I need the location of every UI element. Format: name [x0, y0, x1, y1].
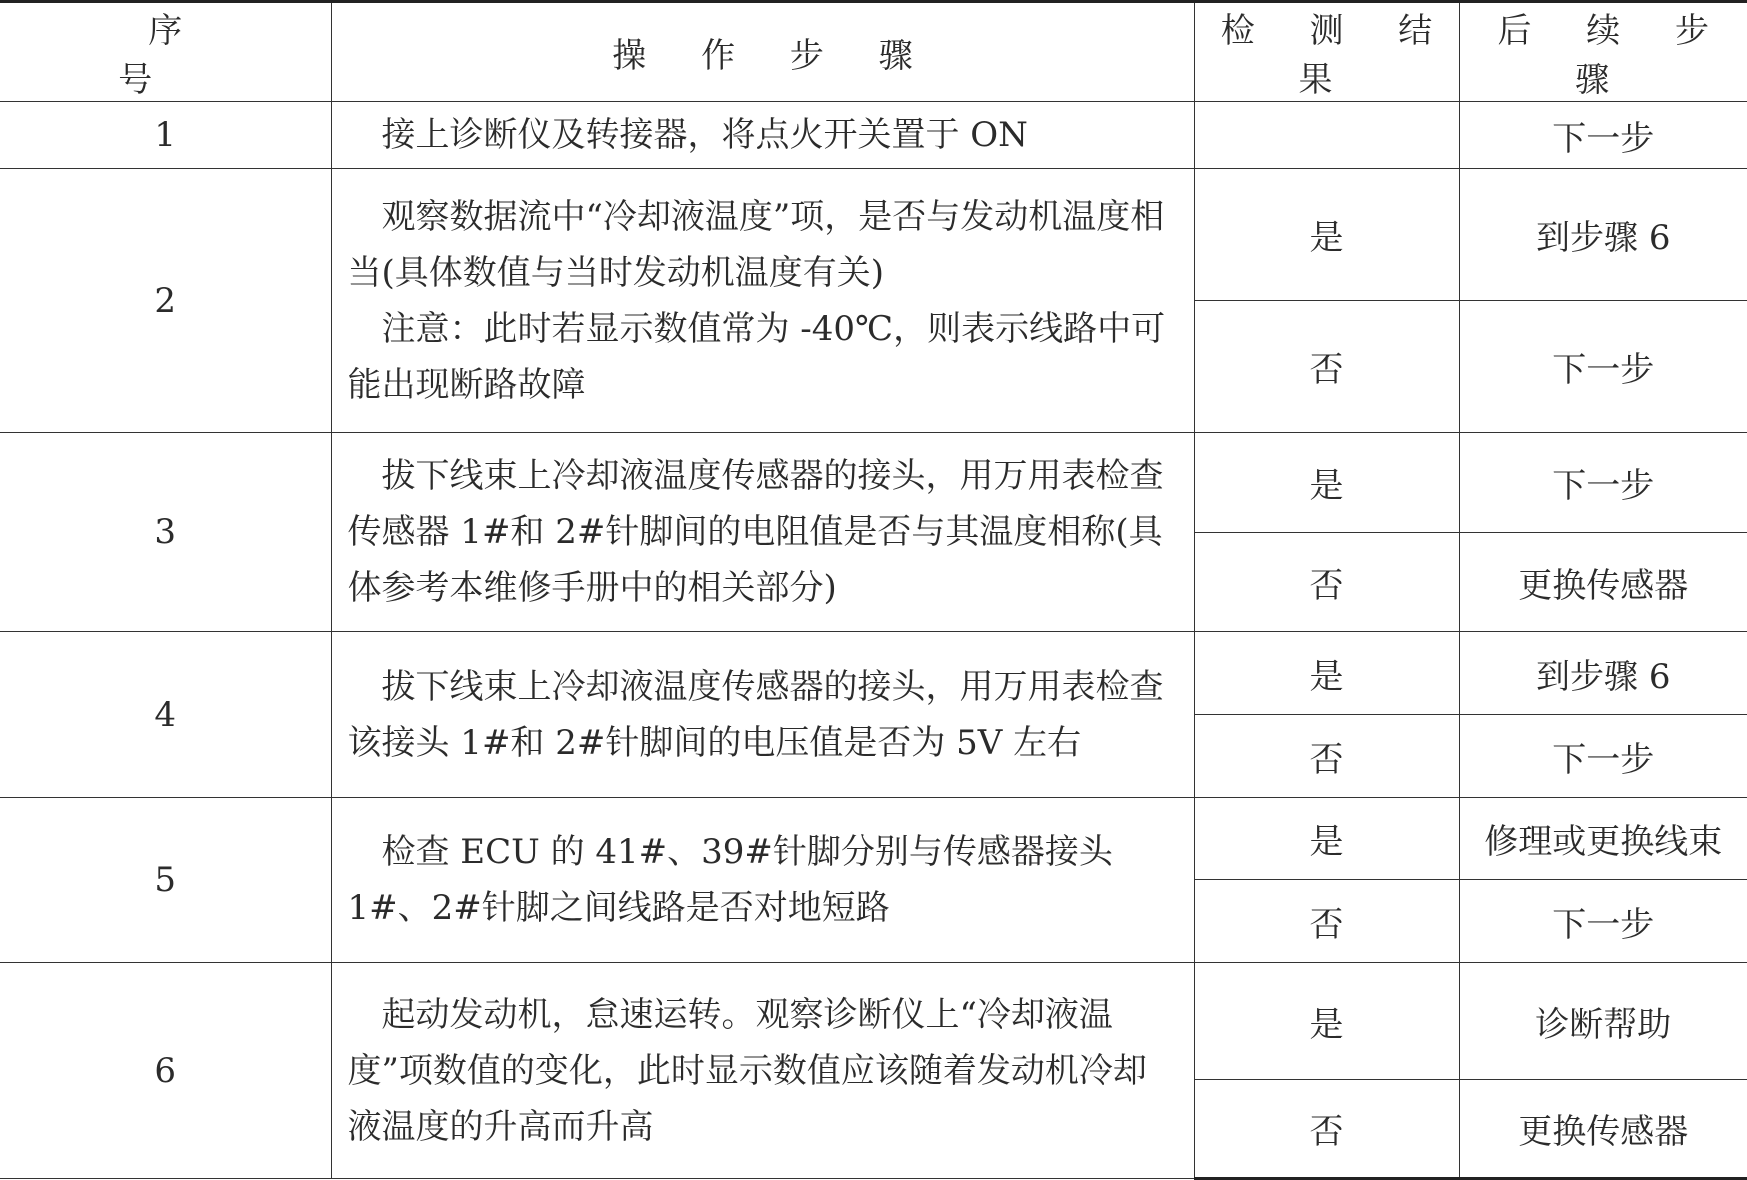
operation-text: 起动发动机，怠速运转。观察诊断仪上“冷却液温度”项数值的变化，此时显示数值应该随着发动机冷却液温度的升高而升高	[347, 994, 1147, 1147]
next-step-cell: 下一步	[1459, 301, 1747, 433]
table-row	[0, 632, 1747, 715]
result-cell: 是	[1194, 632, 1459, 715]
next-step-cell: 到步骤 6	[1459, 632, 1747, 715]
operation-text: 接上诊断仪及转接器，将点火开关置于 ON	[381, 115, 1028, 155]
result-cell: 是	[1194, 798, 1459, 880]
result-cell: 是	[1194, 963, 1459, 1080]
operation-note: 注意：此时若显示数值常为 -40℃，则表示线路中可能出现断路故障	[347, 308, 1166, 405]
header-number: 序 号	[0, 2, 331, 102]
result-cell: 否	[1194, 301, 1459, 433]
next-step-cell: 下一步	[1459, 880, 1747, 963]
operation-cell	[331, 102, 1194, 169]
next-step-cell: 诊断帮助	[1459, 963, 1747, 1080]
operation-cell	[331, 169, 1194, 433]
table-row	[0, 963, 1747, 1080]
step-number: 6	[0, 963, 331, 1179]
operation-cell	[331, 798, 1194, 963]
step-number: 2	[0, 169, 331, 433]
header-result: 检 测 结 果	[1194, 2, 1459, 102]
operation-cell	[331, 632, 1194, 798]
result-cell: 是	[1194, 433, 1459, 533]
operation-cell	[331, 963, 1194, 1179]
result-cell: 否	[1194, 533, 1459, 632]
header-next-step: 后 续 步 骤	[1459, 2, 1747, 102]
header-operation: 操 作 步 骤	[331, 2, 1194, 102]
result-cell: 否	[1194, 1080, 1459, 1179]
operation-text: 拔下线束上冷却液温度传感器的接头，用万用表检查该接头 1#和 2#针脚间的电压值是否为 5V 左右	[347, 666, 1164, 763]
table-row	[0, 798, 1747, 880]
step-number: 1	[0, 102, 331, 169]
next-step-cell: 下一步	[1459, 715, 1747, 798]
table-row	[0, 169, 1747, 301]
result-cell: 否	[1194, 715, 1459, 798]
next-step-cell: 到步骤 6	[1459, 169, 1747, 301]
step-number: 5	[0, 798, 331, 963]
step-number: 4	[0, 632, 331, 798]
next-step-cell: 更换传感器	[1459, 533, 1747, 632]
operation-text: 拔下线束上冷却液温度传感器的接头，用万用表检查传感器 1#和 2#针脚间的电阻值是否与其温度相称(具体参考本维修手册中的相关部分)	[347, 456, 1164, 608]
next-step-cell: 更换传感器	[1459, 1080, 1747, 1179]
result-cell	[1194, 102, 1459, 169]
header-row	[0, 2, 1747, 102]
table-row	[0, 102, 1747, 169]
next-step-cell: 下一步	[1459, 102, 1747, 169]
next-step-cell: 下一步	[1459, 433, 1747, 533]
result-cell: 是	[1194, 169, 1459, 301]
step-number: 3	[0, 433, 331, 632]
operation-text: 观察数据流中“冷却液温度”项，是否与发动机温度相当(具体数值与当时发动机温度有关)	[347, 196, 1165, 293]
operation-cell	[331, 433, 1194, 632]
operation-text: 检查 ECU 的 41#、39#针脚分别与传感器接头 1#、2#针脚之间线路是否对地短路	[347, 832, 1113, 928]
next-step-cell: 修理或更换线束	[1459, 798, 1747, 880]
table-row	[0, 433, 1747, 533]
result-cell: 否	[1194, 880, 1459, 963]
